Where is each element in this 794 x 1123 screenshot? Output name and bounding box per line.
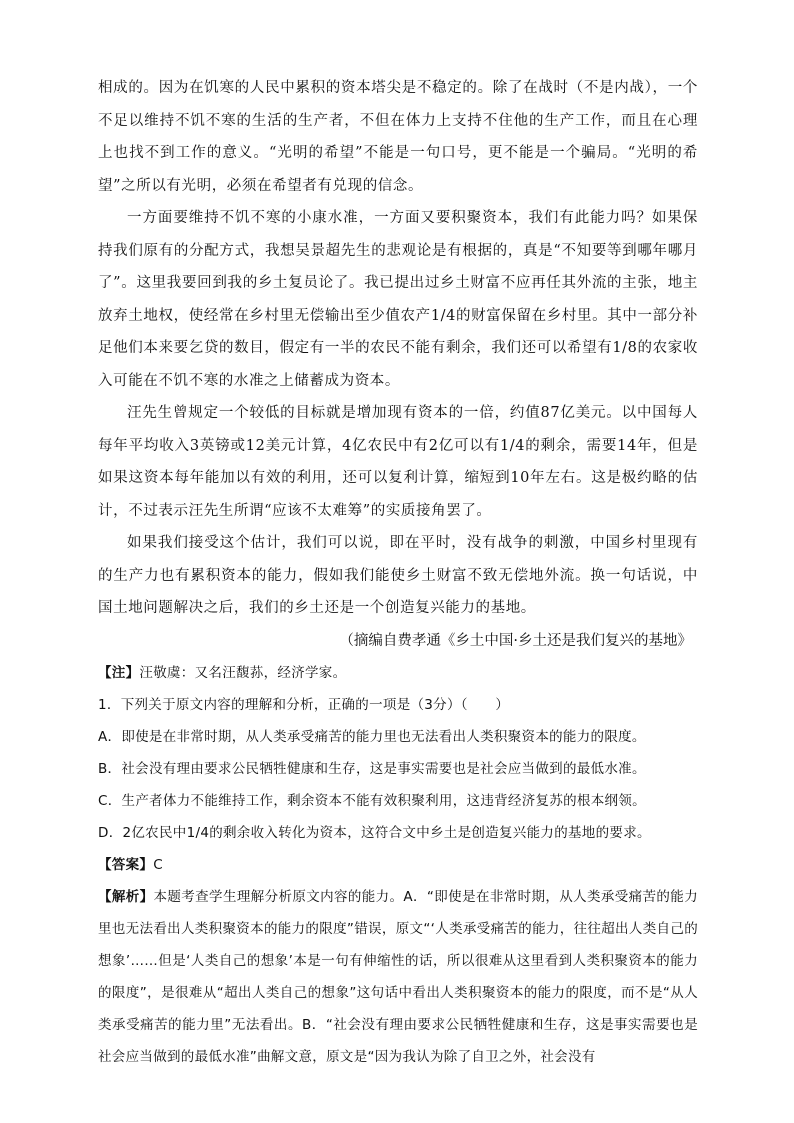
note-text: 汪敬虞：又名汪馥荪，经济学家。 xyxy=(139,665,347,681)
option-a: A．即使是在非常时期，从人类承受痛苦的能力里也无法看出人类积聚资本的能力的限度。 xyxy=(98,729,646,745)
document-page xyxy=(98,72,698,1073)
option-c: C．生产者体力不能维持工作，剩余资本不能有效积聚利用，这违背经济复苏的根本纲领。 xyxy=(98,793,646,809)
answer xyxy=(98,849,698,881)
passage-source: （摘编自费孝通《乡土中国·乡土还是我们复兴的基地》 xyxy=(339,632,692,649)
question-stem: 1．下列关于原文内容的理解和分析，正确的一项是（3分）（ ） xyxy=(98,697,510,713)
analysis-text: 本题考查学生理解分析原文内容的能力。A．“即使是在非常时期，从人类承受痛苦的能力里也无法看出人类积聚资本的能力的限度”错误，原文“‘人类承受痛苦的能力，往往超出人类自己的想象’……但是‘人类自己的想象’本是一句有伸缩性的话，所以很难从这里看到人类积聚资本的能力的限度”，是很难从“超出人类自己的想象”这句话中看出人类积聚资本的能力的限度，而不是“从人类承受痛苦的能力里”无法看出。B．“社会没有理由要求公民牺牲健康和生存，这是事实需要也是社会应当做到的最低水准”曲解文意，原文是“因为我认为除了自卫之外，社会没有 xyxy=(98,889,698,1065)
answer-value: C xyxy=(153,857,163,873)
note-label: 【注】 xyxy=(98,665,140,681)
passage-paragraph-2: 一方面要维持不饥不寒的小康水准，一方面又要积聚资本，我们有此能力吗？如果保持我们原有的分配方式，我想吴景超先生的悲观论是有根据的，真是“不知要等到哪年哪月了”。这里我要回到我的乡土复员论了。我已提出过乡土财富不应再任其外流的主张，地主放弃土地权，使经常在乡村里无偿输出至少值农产1/4的财富保留在乡村里。其中一部分补足他们本来要乞贷的数目，假定有一半的农民不能有剩余，我们还可以希望有1/8的农家收入可能在不饥不寒的水准之上储蓄成为资本。 xyxy=(98,210,698,389)
passage-paragraph-3: 汪先生曾规定一个较低的目标就是增加现有资本的一倍，约值87亿美元。以中国每人每年平均收入3英镑或12美元计算，4亿农民中有2亿可以有1/4的剩余，需要14年，但是如果这资本每年能加以有效的利用，还可以复利计算，缩短到10年左右。这是极约略的估计，不过表示汪先生所谓“应该不太难筹”的实质接角罢了。 xyxy=(98,405,698,519)
answer-label: 【答案】 xyxy=(98,857,154,873)
passage-paragraph-1: 相成的。因为在饥寒的人民中累积的资本塔尖是不稳定的。除了在战时（不是内战），一个不足以维持不饥不寒的生活的生产者，不但在体力上支持不住他的生产工作，而且在心理上也找不到工作的意义。“光明的希望”不能是一句口号，更不能是一个骗局。“光明的希望”之所以有光明，必须在希望者有兑现的信念。 xyxy=(98,80,698,194)
note xyxy=(98,657,698,689)
analysis-label: 【解析】 xyxy=(98,889,154,905)
analysis xyxy=(98,881,698,1073)
option-b: B．社会没有理由要求公民牺牲健康和生存，这是事实需要也是社会应当做到的最低水准。 xyxy=(98,761,646,777)
option-d: D．2亿农民中1/4的剩余收入转化为资本，这符合文中乡土是创造复兴能力的基地的要求。 xyxy=(98,825,651,841)
passage-paragraph-4: 如果我们接受这个估计，我们可以说，即在平时，没有战争的刺激，中国乡村里现有的生产力也有累积资本的能力，假如我们能使乡土财富不致无偿地外流。换一句话说，中国土地问题解决之后，我们的乡土还是一个创造复兴能力的基地。 xyxy=(98,535,698,616)
